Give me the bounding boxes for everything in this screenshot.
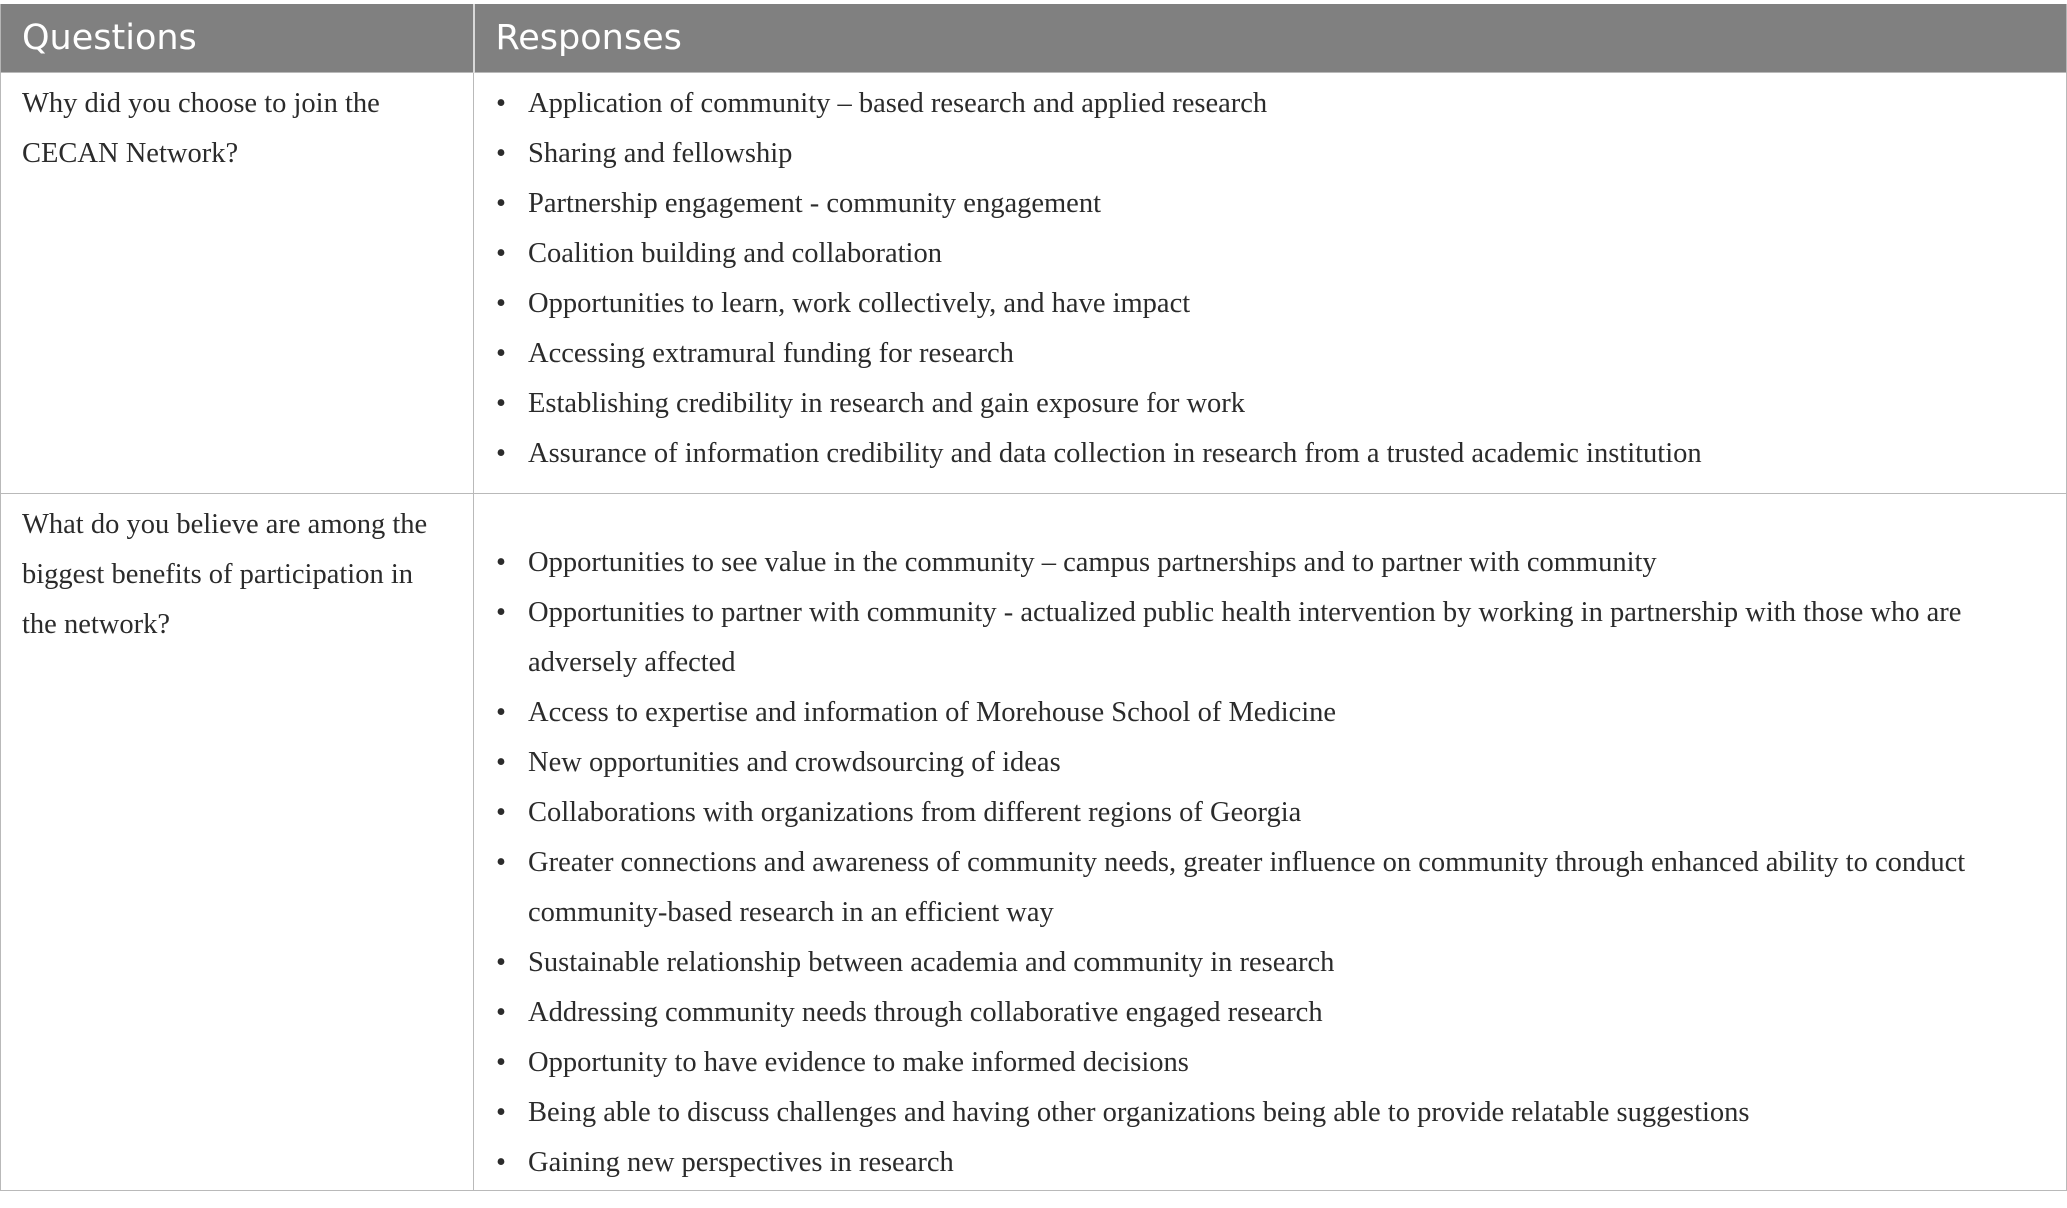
response-item bbox=[1, 588, 2026, 688]
response-text: Partnership engagement - community engagement bbox=[528, 188, 1101, 219]
response-text: Sharing and fellowship bbox=[528, 138, 793, 169]
response-text: Gaining new perspectives in research bbox=[528, 1147, 954, 1178]
response-text: Opportunities to learn, work collectively, and have impact bbox=[528, 288, 1191, 319]
responses-cell bbox=[474, 73, 2067, 494]
response-text: Application of community – based research and applied research bbox=[528, 88, 1268, 119]
table-row bbox=[1, 73, 2067, 494]
response-item bbox=[1, 179, 2026, 229]
response-item bbox=[1, 688, 2026, 738]
response-text: New opportunities and crowdsourcing of ideas bbox=[528, 747, 1061, 778]
response-item bbox=[1, 788, 2026, 838]
response-item bbox=[1, 1138, 2026, 1188]
response-item bbox=[1, 838, 2026, 938]
bullet-icon: • bbox=[496, 138, 506, 169]
bullet-icon: • bbox=[496, 438, 506, 469]
response-item bbox=[1, 329, 2026, 379]
question-cell: What do you believe are among the biggest benefits of participation in the network? bbox=[1, 494, 474, 1191]
bullet-icon: • bbox=[496, 847, 506, 878]
response-item bbox=[1, 1088, 2026, 1138]
bullet-icon: • bbox=[496, 238, 506, 269]
response-item bbox=[1, 1038, 2026, 1088]
bullet-icon: • bbox=[496, 338, 506, 369]
response-item bbox=[1, 279, 2026, 329]
response-text: Accessing extramural funding for research bbox=[528, 338, 1014, 369]
response-text: Addressing community needs through collaborative engaged research bbox=[528, 997, 1323, 1028]
response-text: Establishing credibility in research and gain exposure for work bbox=[528, 388, 1246, 419]
response-text: Access to expertise and information of Morehouse School of Medicine bbox=[528, 697, 1337, 728]
response-text: Being able to discuss challenges and having other organizations being able to provide relatable suggestions bbox=[528, 1097, 1750, 1128]
response-text: Sustainable relationship between academia and community in research bbox=[528, 947, 1335, 978]
bullet-icon: • bbox=[496, 1047, 506, 1078]
response-item bbox=[1, 938, 2026, 988]
response-text: Opportunities to see value in the community – campus partnerships and to partner with community bbox=[528, 547, 1657, 578]
bullet-icon: • bbox=[496, 597, 506, 628]
response-text: Coalition building and collaboration bbox=[528, 238, 942, 269]
table-header-row bbox=[1, 4, 2067, 73]
response-text: Assurance of information credibility and data collection in research from a trusted academic institution bbox=[528, 438, 1702, 469]
column-header-responses: Responses bbox=[474, 4, 2067, 73]
bullet-icon: • bbox=[496, 1147, 506, 1178]
response-item bbox=[1, 79, 2026, 129]
response-item bbox=[1, 379, 2026, 429]
bullet-icon: • bbox=[496, 188, 506, 219]
response-item bbox=[1, 738, 2026, 788]
bullet-icon: • bbox=[496, 388, 506, 419]
bullet-icon: • bbox=[496, 88, 506, 119]
response-item bbox=[1, 229, 2026, 279]
response-text: Greater connections and awareness of community needs, greater influence on community through enhanced ability to conduct community-based research in an efficient way bbox=[528, 847, 1966, 928]
response-list bbox=[474, 79, 2026, 479]
response-list bbox=[474, 538, 2026, 1188]
bullet-icon: • bbox=[496, 747, 506, 778]
bullet-icon: • bbox=[496, 797, 506, 828]
response-item bbox=[1, 988, 2026, 1038]
survey-table-container bbox=[0, 4, 2067, 1191]
survey-table bbox=[0, 4, 2067, 1191]
response-text: Opportunities to partner with community - actualized public health intervention by working in partnership with those who are adversely affected bbox=[528, 597, 1962, 678]
response-text: Opportunity to have evidence to make informed decisions bbox=[528, 1047, 1189, 1078]
question-cell: Why did you choose to join the CECAN Network? bbox=[1, 73, 474, 494]
responses-cell bbox=[474, 494, 2067, 1191]
bullet-icon: • bbox=[496, 547, 506, 578]
bullet-icon: • bbox=[496, 947, 506, 978]
response-item bbox=[1, 538, 2026, 588]
bullet-icon: • bbox=[496, 1097, 506, 1128]
bullet-icon: • bbox=[496, 997, 506, 1028]
response-item bbox=[1, 129, 2026, 179]
bullet-icon: • bbox=[496, 288, 506, 319]
column-header-questions: Questions bbox=[1, 4, 474, 73]
table-row bbox=[1, 494, 2067, 1191]
response-item bbox=[1, 429, 2026, 479]
bullet-icon: • bbox=[496, 697, 506, 728]
response-text: Collaborations with organizations from different regions of Georgia bbox=[528, 797, 1302, 828]
